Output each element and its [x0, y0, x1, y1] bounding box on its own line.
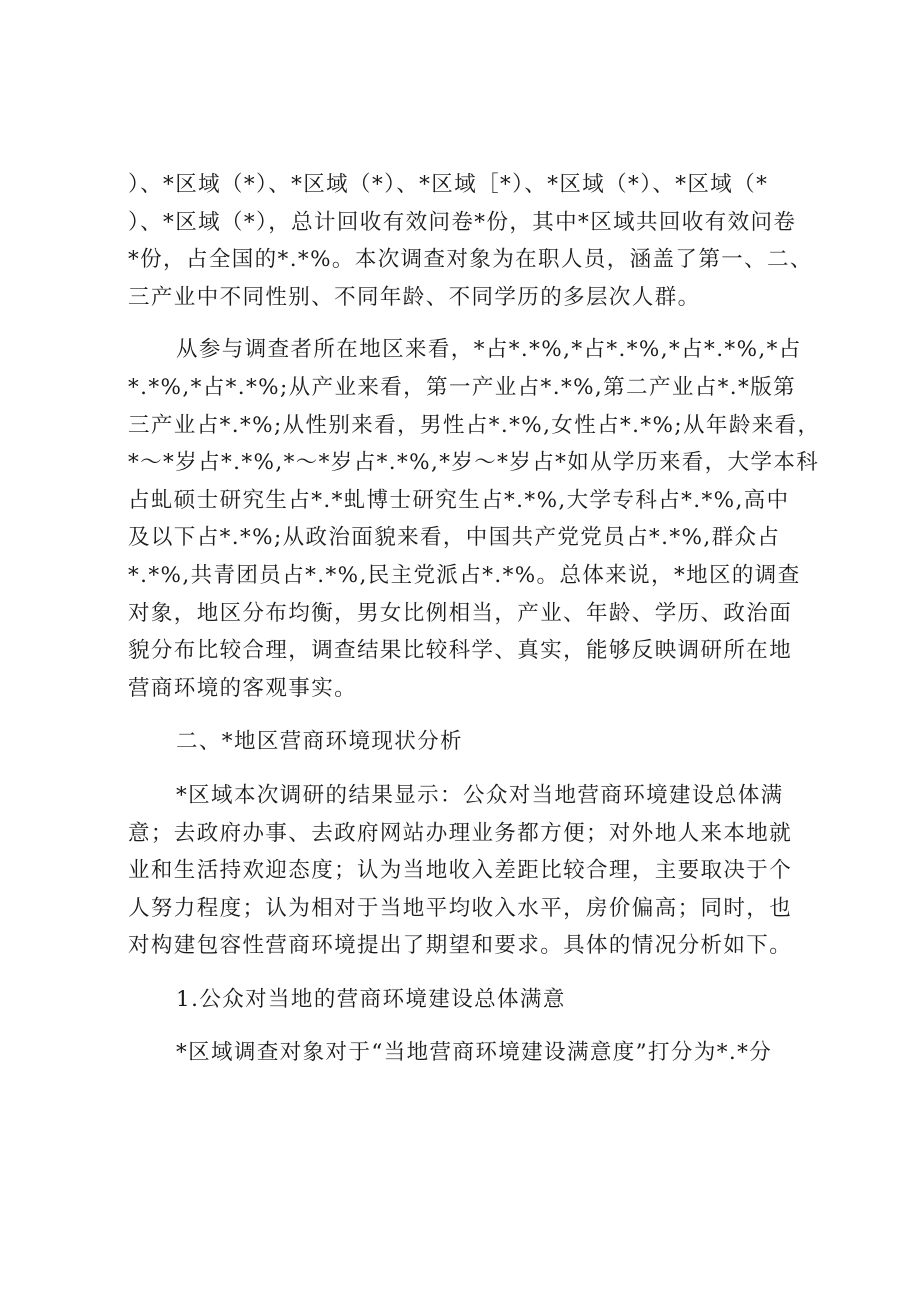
paragraph-spacer — [128, 965, 808, 981]
document-body — [128, 166, 821, 1072]
text-line: 貌分布比较合理，调查结果比较科学、真实，能够反映调研所在地 — [128, 638, 793, 664]
text-line: *.*%,*占*.*%;从产业来看，第一产业占*.*%,第二产业占*.*版第 — [128, 374, 796, 400]
text-line: 营商环境的客观事实。 — [128, 675, 358, 701]
text-line: 业和生活持欢迎态度；认为当地收入差距比较合理，主要取决于个 — [128, 858, 793, 884]
text-line: *.*%,共青团员占*.*%,民主党派占*.*%。总体来说，*地区的调查 — [128, 562, 801, 588]
text-line: 及以下占*.*%;从政治面貌来看，中国共产党党员占*.*%,群众占 — [128, 525, 781, 551]
paragraph-spacer — [128, 316, 808, 331]
paragraph-survey-results — [128, 777, 808, 965]
text-line: 人努力程度；认为相对于当地平均收入水平，房价偏高；同时，也 — [128, 895, 793, 921]
text-line: *～*岁占*.*%,*～*岁占*.*%,*岁～*岁占*如从学历来看，大学本科 — [128, 450, 820, 476]
paragraph-respondent-distribution — [128, 331, 821, 707]
text-line: ）、*区域（*）、*区域（*）、*区域［*）、*区域（*）、*区域（* — [128, 172, 769, 197]
paragraph-spacer — [128, 707, 808, 723]
text-line: 三产业占*.*%;从性别来看，男性占*.*%,女性占*.*%;从年龄来看， — [128, 412, 821, 438]
paragraph-spacer — [128, 761, 808, 777]
paragraph-spacer — [128, 1018, 808, 1034]
text-line: ）、*区域（*），总计回收有效问卷*份，其中*区域共回收有效问卷 — [128, 209, 797, 235]
text-line: *区域本次调研的结果显示：公众对当地营商环境建设总体满 — [176, 782, 784, 808]
subsection-heading: 1.公众对当地的营商环境建设总体满意 — [176, 986, 566, 1012]
text-line: 意；去政府办事、去政府网站办理业务都方便；对外地人来本地就 — [128, 820, 793, 846]
text-line: 三产业中不同性别、不同年龄、不同学历的多层次人群。 — [128, 284, 701, 310]
text-line: 对象，地区分布均衡，男女比例相当，产业、年龄、学历、政治面 — [128, 600, 793, 626]
text-line: *份，占全国的*.*%。本次调查对象为在职人员，涵盖了第一、二、 — [128, 247, 813, 273]
paragraph-satisfaction-score — [128, 1034, 808, 1072]
paragraph-survey-regions — [128, 166, 813, 316]
text-line: 对构建包容性营商环境提出了期望和要求。具体的情况分析如下。 — [128, 933, 793, 959]
text-line: 从参与调查者所在地区来看，*占*.*%,*占*.*%,*占*.*%,*占 — [176, 337, 802, 363]
section-heading: 二、*地区营商环境现状分析 — [176, 729, 463, 755]
text-line: 占虬硕士研究生占*.*虬博士研究生占*.*%,大学专科占*.*%,高中 — [128, 487, 790, 513]
text-line: *区域调查对象对于“当地营商环境建设满意度”打分为*.*分 — [176, 1040, 773, 1066]
